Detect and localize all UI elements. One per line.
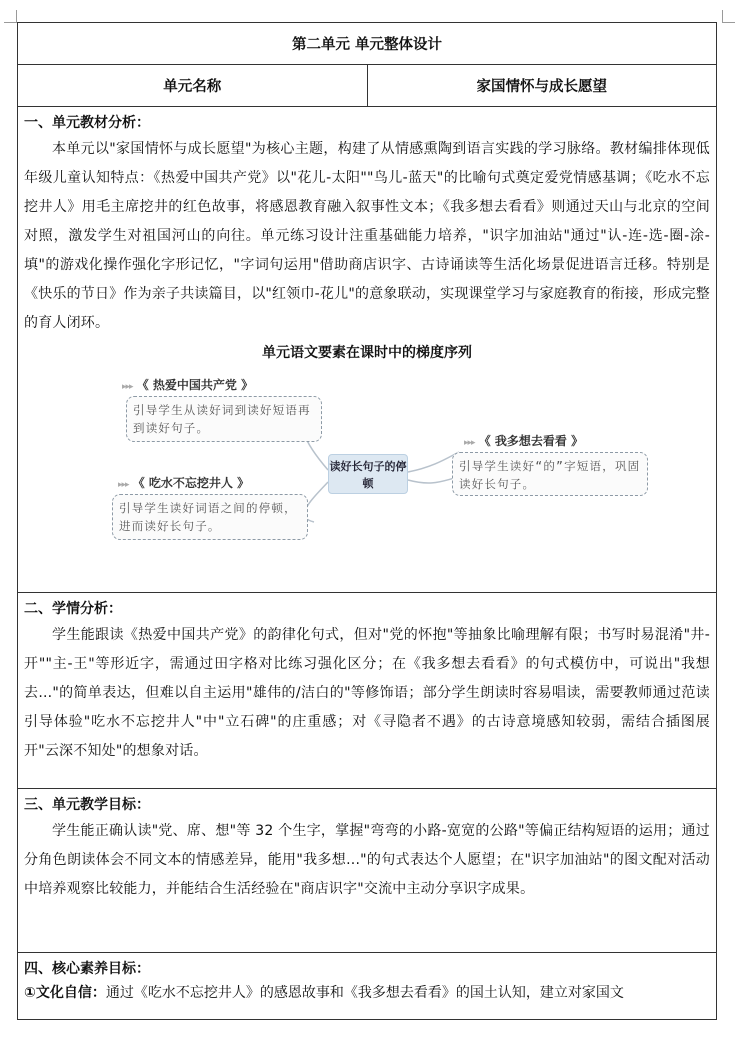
branch3-label	[464, 432, 583, 449]
goal-item-label: ①文化自信：	[24, 985, 106, 1001]
section-paragraph: 本单元以"家国情怀与成长愿望"为核心主题，构建了从情感熏陶到语言实践的学习脉络。教材编排体现低年级儿童认知特点：《热爱中国共产党》以"花儿-太阳""鸟儿-蓝天"的比喻句式奠定爱党情感基调；《吃水不忘挖井人》用毛主席挖井的红色故事，将感恩教育融入叙事性文本；《我多想去看看》则通过天山与北京的空间对照，激发学生对祖国河山的向往。单元练习设计注重基础能力培养，"识字加油站"通过"认-连-选-圈-涂-填"的游戏化操作强化字形记忆，"字词句运用"借助商店识字、古诗诵读等生活化场景促进语言迁移。特别是《快乐的节日》作为亲子共读篇目，以"红领巾-花儿"的意象联动，实现课堂学习与家庭教育的衔接，形成完整的育人闭环。	[24, 141, 710, 331]
branch3-label-text: 《 我多想去看看 》	[478, 434, 584, 448]
branch2-box: 引导学生读好词语之间的停顿，进而读好长句子。	[112, 494, 308, 540]
arrow-icon: ▸▸▸	[464, 438, 475, 448]
mind-map	[104, 372, 664, 562]
branch1-box: 引导学生从读好词到读好短语再到读好句子。	[126, 396, 322, 442]
goal-item	[24, 979, 710, 1008]
branch3-box: 引导学生读好“的”字短语，巩固读好长句子。	[452, 452, 648, 496]
arrow-icon: ▸▸▸	[118, 480, 129, 490]
branch2-label-text: 《 吃水不忘挖井人 》	[132, 476, 250, 490]
corner-mark-top-left	[4, 10, 17, 23]
connector-branch2	[305, 482, 328, 522]
section-student-analysis	[18, 593, 716, 789]
section-paragraph: 学生能正确认读"党、席、想"等 32 个生字，掌握"弯弯的小路-宽宽的公路"等偏正结构短语的运用；通过分角色朗读体会不同文本的情感差异，能用"我多想..."的句式表达个人愿望；在"识字加油站"的图文配对活动中培养观察比较能力，并能结合生活经验在"商店识字"交流中主动分享识字成果。	[24, 823, 710, 897]
mind-map-center: 读好长句子的停顿	[328, 454, 408, 494]
section-core-literacy	[18, 953, 716, 1020]
document-table	[17, 22, 717, 1020]
unit-name-row	[18, 65, 716, 107]
unit-name-label: 单元名称	[18, 65, 368, 106]
section-heading: 三、单元教学目标：	[24, 797, 150, 813]
section-heading: 四、核心素养目标：	[24, 961, 150, 977]
branch2-label	[118, 474, 249, 491]
goal-item-text: 通过《吃水不忘挖井人》的感恩故事和《我多想去看看》的国土认知，建立对家国文	[105, 985, 624, 1001]
diagram-title: 单元语文要素在课时中的梯度序列	[262, 345, 472, 361]
unit-name-value: 家国情怀与成长愿望	[476, 79, 607, 95]
branch1-label-text: 《 热爱中国共产党 》	[136, 378, 254, 392]
arrow-icon: ▸▸▸	[122, 382, 133, 392]
document-title: 第二单元 单元整体设计	[18, 23, 716, 65]
section-paragraph: 学生能跟读《热爱中国共产党》的韵律化句式，但对"党的怀抱"等抽象比喻理解有限；书写时易混淆"井-开""主-王"等形近字，需通过田字格对比练习强化区分；在《我多想去看看》的句式模仿中，可说出"我想去..."的简单表达，但难以自主运用"雄伟的/洁白的"等修饰语；部分学生朗读时容易唱读，需要教师通过范读引导体验"吃水不忘挖井人"中"立石碑"的庄重感；对《寻隐者不遇》的古诗意境感知较弱，需结合插图展开"云深不知处"的想象对话。	[24, 627, 710, 759]
section-textbook-analysis	[18, 107, 716, 593]
section-teaching-goals	[18, 789, 716, 953]
corner-mark-top-right	[722, 10, 735, 23]
branch1-label	[122, 376, 253, 393]
section-heading: 一、单元教材分析：	[24, 115, 150, 131]
section-heading: 二、学情分析：	[24, 601, 122, 617]
